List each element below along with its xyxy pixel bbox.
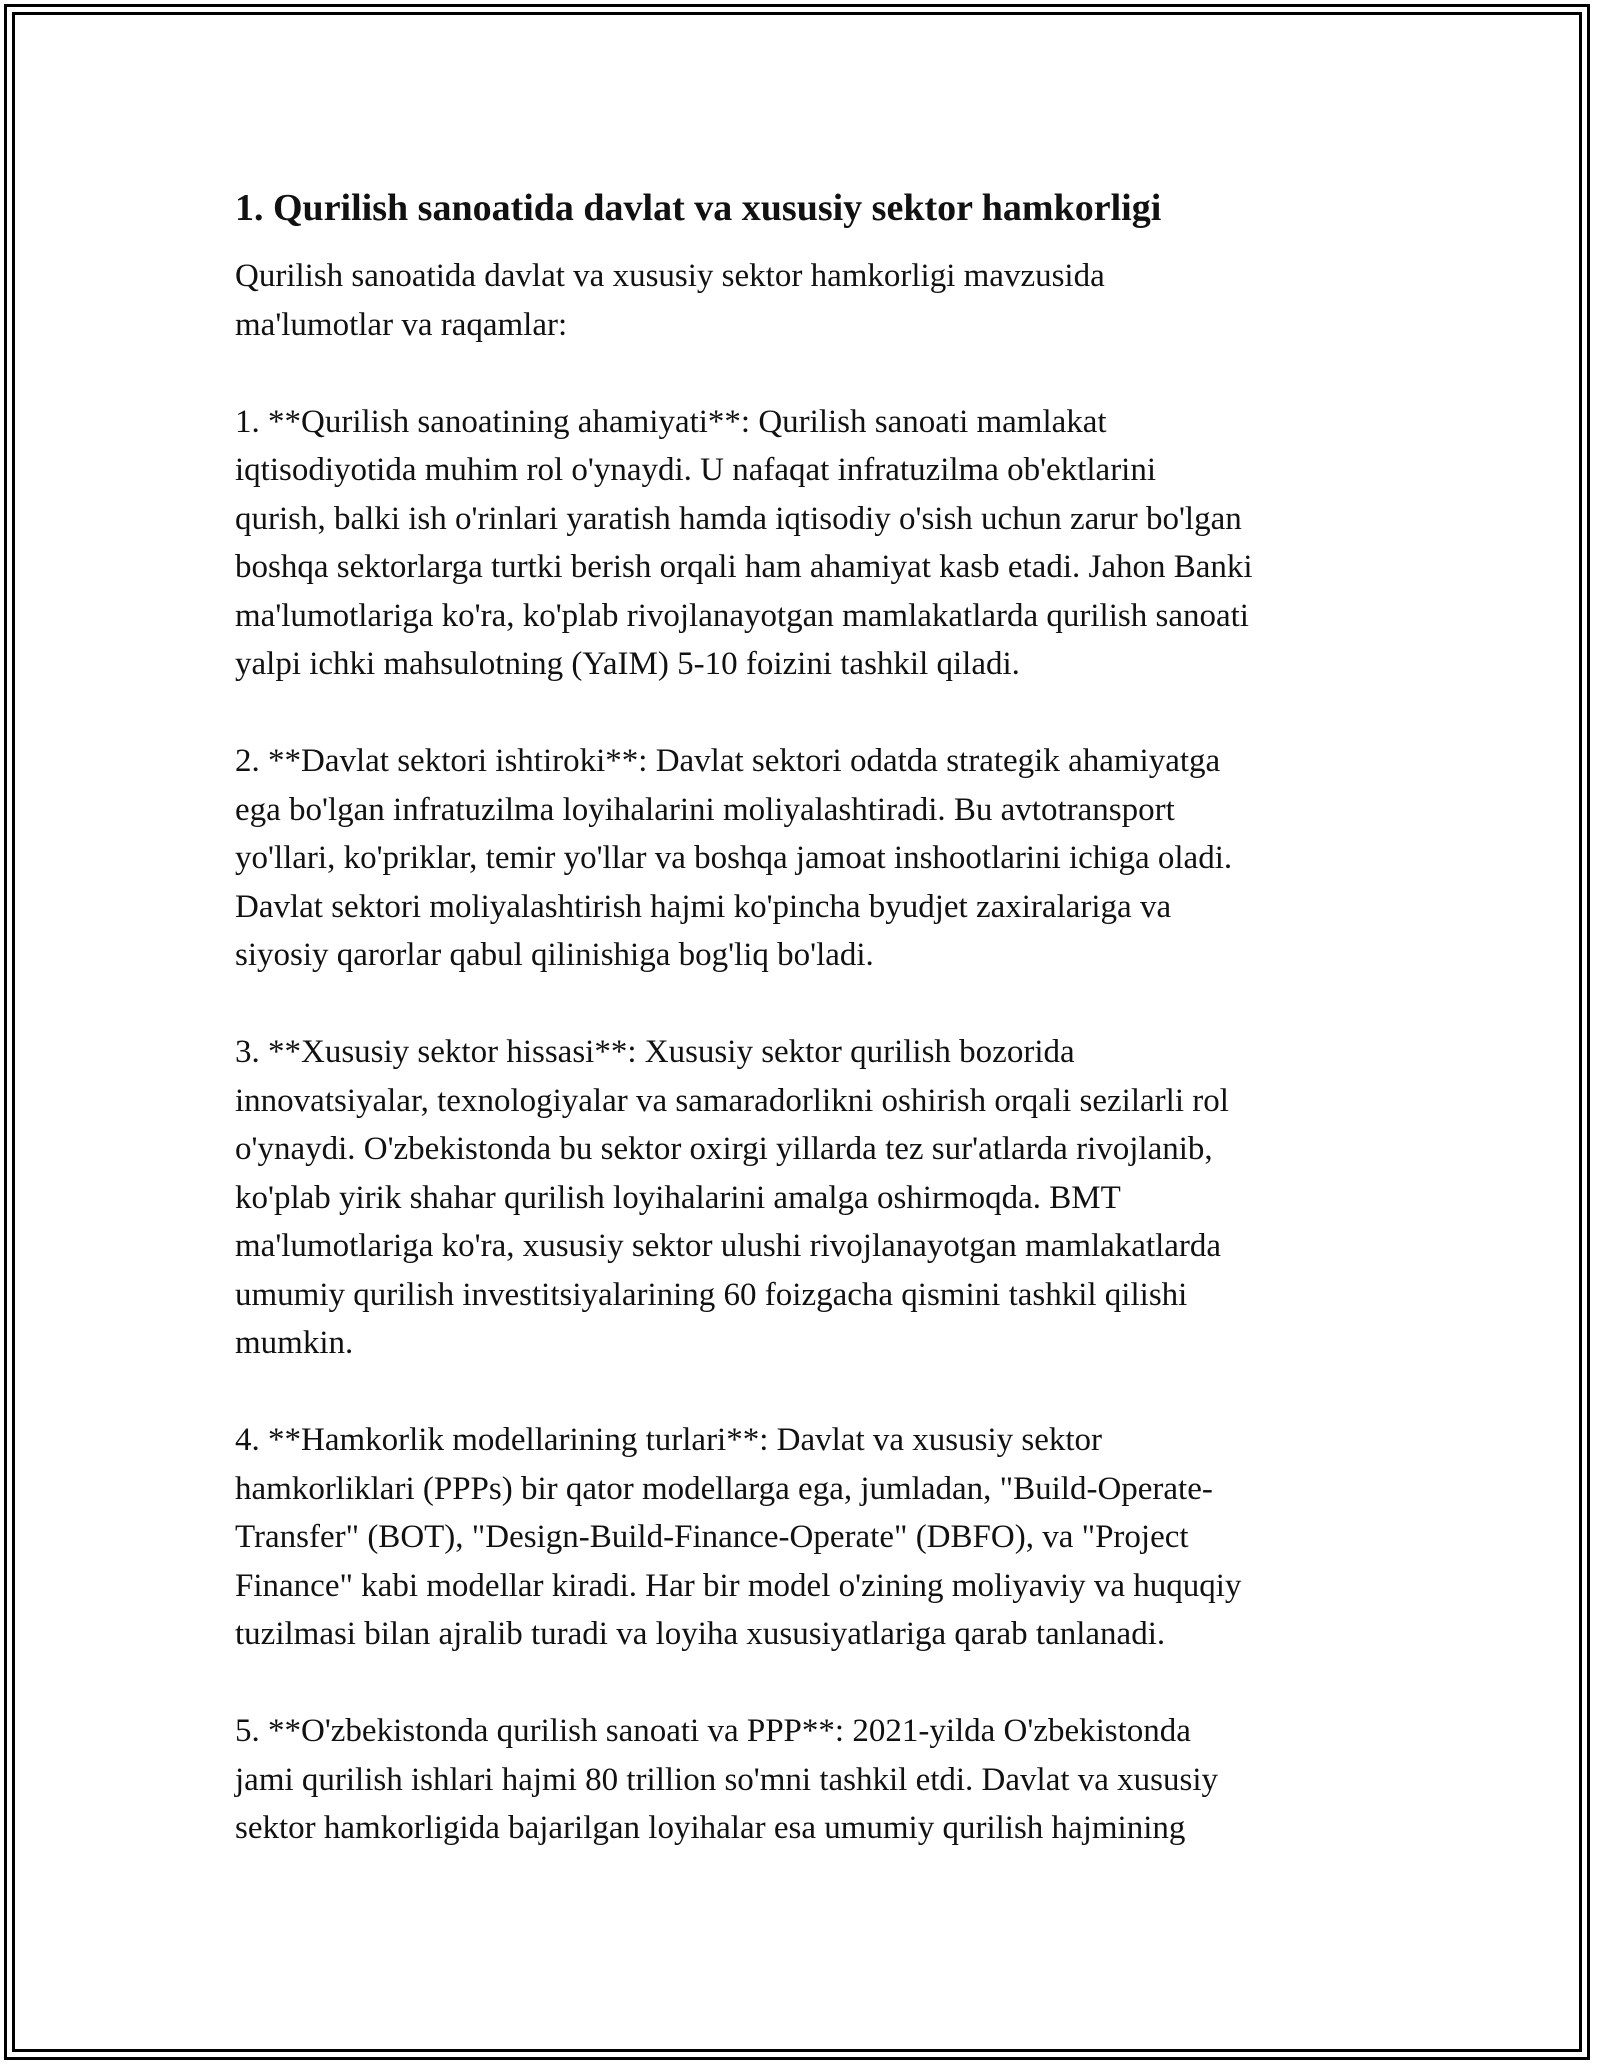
paragraph-4-partnership-models: 4. **Hamkorlik modellarining turlari**: Davlat va xususiy sektor hamkorliklari (PPPs) bir qator modellarga ega, jumladan, "Build-Operate- Transfer" (BOT), "Design-Build-Finance-Operate" (DBFO), va "Project Finance" kabi modellar kiradi. Har bir model o'zining moliyaviy va huquqiy tuzilmasi bilan ajralib turadi va loyiha xususiyatlariga qarab tanlanadi. xyxy=(235,1422,1242,1652)
document-body xyxy=(235,184,1375,1901)
intro-paragraph: Qurilish sanoatida davlat va xususiy sektor hamkorligi mavzusida ma'lumotlar va raqamlar: xyxy=(235,258,1105,343)
paragraph-5-uzbekistan-ppp: 5. **O'zbekistonda qurilish sanoati va PPP**: 2021-yilda O'zbekistonda jami qurilish ishlari hajmi 80 trillion so'mni tashkil etdi. Davlat va xususiy sektor hamkorligida bajarilgan loyihalar esa umumiy qurilish hajmining xyxy=(235,1713,1219,1846)
paragraph-2-public-sector: 2. **Davlat sektori ishtiroki**: Davlat sektori odatda strategik ahamiyatga ega bo'lgan infratuzilma loyihalarini moliyalashtiradi. Bu avtotransport yo'llari, ko'priklar, temir yo'llar va boshqa jamoat inshootlarini ichiga oladi. Davlat sektori moliyalashtirish hajmi ko'pincha byudjet zaxiralariga va siyosiy qarorlar qabul qilinishiga bog'liq bo'ladi. xyxy=(235,743,1233,973)
paragraph-3-private-sector: 3. **Xususiy sektor hissasi**: Xususiy sektor qurilish bozorida innovatsiyalar, texnologiyalar va samaradorlikni oshirish orqali sezilarli rol o'ynaydi. O'zbekistonda bu sektor oxirgi yillarda tez sur'atlarda rivojlanib, ko'plab yirik shahar qurilish loyihalarini amalga oshirmoqda. BMT ma'lumotlariga ko'ra, xususiy sektor ulushi rivojlanayotgan mamlakatlarda umumiy qurilish investitsiyalarining 60 foizgacha qismini tashkil qilishi mumkin. xyxy=(235,1034,1229,1361)
document-title: 1. Qurilish sanoatida davlat va xususiy sektor hamkorligi xyxy=(235,187,1162,229)
paragraph-1-industry-importance: 1. **Qurilish sanoatining ahamiyati**: Qurilish sanoati mamlakat iqtisodiyotida muhim rol o'ynaydi. U nafaqat infratuzilma ob'ektlarini qurish, balki ish o'rinlari yaratish hamda iqtisodiy o'sish uchun zarur bo'lgan boshqa sektorlarga turtki berish orqali ham ahamiyat kasb etadi. Jahon Banki ma'lumotlariga ko'ra, ko'plab rivojlanayotgan mamlakatlarda qurilish sanoati yalpi ichki mahsulotning (YaIM) 5-10 foizini tashkil qiladi. xyxy=(235,403,1253,682)
